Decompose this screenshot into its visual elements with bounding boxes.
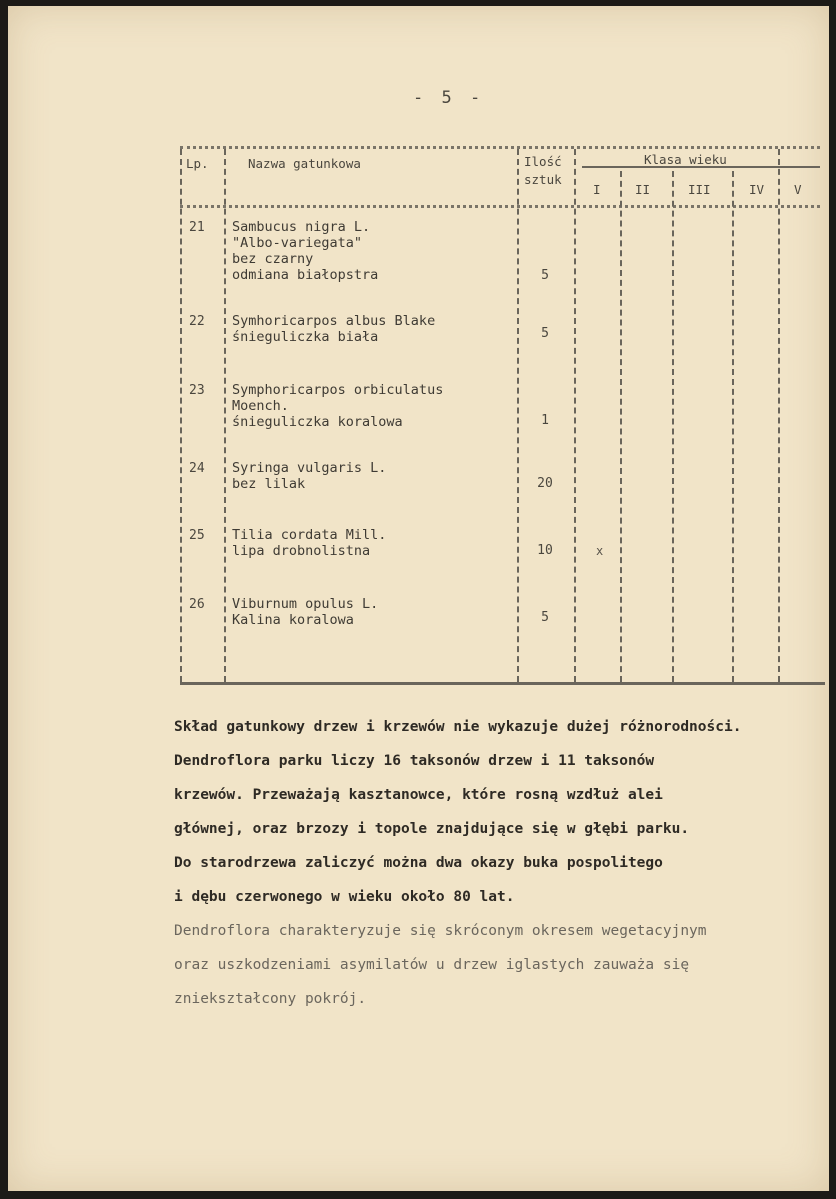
row-quantity: 5 — [541, 326, 549, 341]
row-quantity: 10 — [537, 543, 553, 558]
col-line-lp — [224, 149, 226, 682]
col-line-left — [180, 149, 182, 682]
text-line: Do starodrzewa zaliczyć można dwa okazy buka pospolitego — [174, 855, 663, 871]
row-lp: 26 — [189, 597, 205, 612]
header-qty-2: sztuk — [524, 172, 562, 187]
row-lp: 21 — [189, 220, 205, 235]
row-species-name: Syringa vulgaris L. bez lilak — [232, 460, 387, 492]
page-number: - 5 - — [413, 88, 485, 108]
text-line: oraz uszkodzeniami asymilatów u drzew iglastych zauważa się — [174, 957, 690, 973]
species-table — [8, 6, 829, 706]
col-line-iv — [778, 149, 780, 682]
row-species-name: Tilia cordata Mill. lipa drobnolistna — [232, 527, 387, 559]
table-bottom-rule — [180, 682, 825, 685]
header-class-iii: III — [688, 182, 711, 197]
row-lp: 23 — [189, 383, 205, 398]
text-line: głównej, oraz brzozy i topole znajdujące się w głębi parku. — [174, 821, 690, 837]
col-line-ii — [672, 171, 674, 682]
row-lp: 25 — [189, 528, 205, 543]
header-age-class: Klasa wieku — [644, 152, 727, 167]
row-species-name: Viburnum opulus L. Kalina koralowa — [232, 596, 379, 628]
header-class-v: V — [794, 182, 802, 197]
header-class-ii: II — [635, 182, 651, 197]
row-lp: 24 — [189, 461, 205, 476]
row-species-name: Symhoricarpos albus Blake śnieguliczka biała — [232, 313, 436, 345]
header-class-iv: IV — [749, 182, 765, 197]
text-line: Skład gatunkowy drzew i krzewów nie wykazuje dużej różnorodności. — [174, 719, 742, 735]
col-line-qty — [574, 149, 576, 682]
header-lp: Lp. — [186, 156, 209, 171]
header-qty-1: Ilość — [524, 154, 562, 169]
row-quantity: 20 — [537, 476, 553, 491]
row-quantity: 5 — [541, 610, 549, 625]
table-header-rule — [180, 205, 820, 208]
table-top-rule — [180, 146, 820, 149]
col-line-iii — [732, 171, 734, 682]
text-line: Dendroflora charakteryzuje się skróconym okresem wegetacyjnym — [174, 923, 707, 939]
text-line: i dębu czerwonego w wieku około 80 lat. — [174, 889, 515, 905]
header-class-i: I — [593, 182, 601, 197]
text-line: krzewów. Przeważają kasztanowce, które rosną wzdłuż alei — [174, 787, 663, 803]
row-quantity: 1 — [541, 413, 549, 428]
row-species-name: Sambucus nigra L. "Albo-variegata" bez czarny odmiana białopstra — [232, 219, 379, 283]
row-species-name: Symphoricarpos orbiculatus Moench. śnieguliczka koralowa — [232, 382, 444, 430]
document-page — [8, 6, 829, 1191]
col-line-name — [517, 149, 519, 682]
row-lp: 22 — [189, 314, 205, 329]
body-text — [174, 710, 824, 1016]
text-line: zniekształcony pokrój. — [174, 991, 367, 1007]
header-name: Nazwa gatunkowa — [248, 156, 361, 171]
text-line: Dendroflora parku liczy 16 taksonów drzew i 11 taksonów — [174, 753, 655, 769]
row-age-mark: x — [596, 544, 604, 558]
col-line-i — [620, 171, 622, 682]
row-quantity: 5 — [541, 268, 549, 283]
